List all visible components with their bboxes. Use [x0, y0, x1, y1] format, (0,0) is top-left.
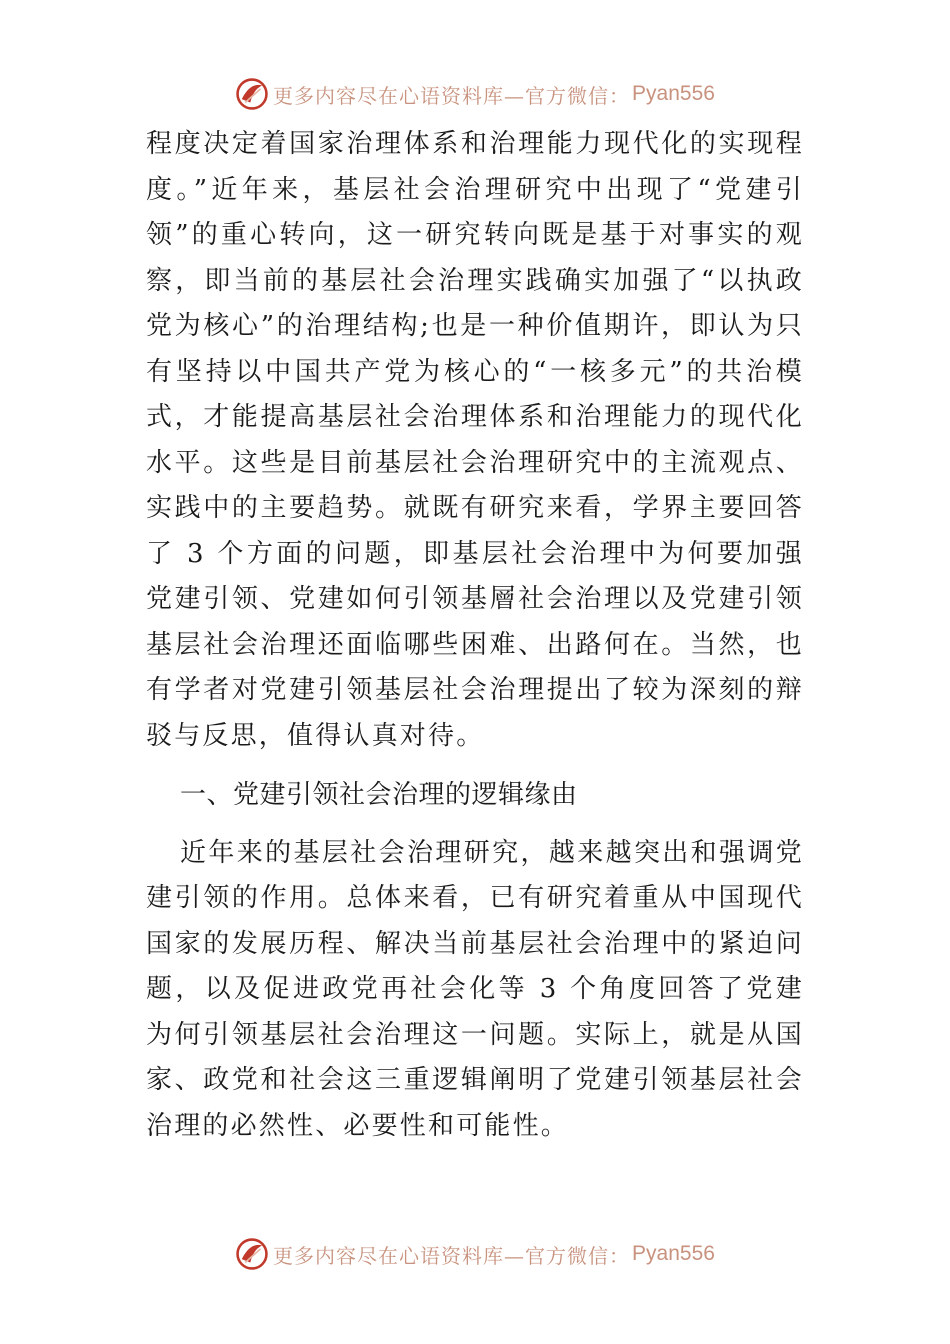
body-paragraph-1: 程度决定着国家治理体系和治理能力现代化的实现程度。”近年来，基层社会治理研究中出现了“党建引领”的重心转向，这一研究转向既是基于对事实的观察，即当前的基层社会治理实践确实加强了“以执政党为核心”的治理结构;也是一种价值期许，即认为只有坚持以中国共产党为核心的“一核多元”的共治模式，才能提高基层社会治理体系和治理能力的现代化水平。这些是目前基层社会治理研究中的主流观点、实践中的主要趋势。就既有研究来看，学界主要回答了 3 个方面的问题，即基层社会治理中为何要加强党建引领、党建如何引领基層社会治理以及党建引领基层社会治理还面临哪些困难、出路何在。当然，也有学者对党建引领基层社会治理提出了较为深刻的辩驳与反思，值得认真对待。	[146, 129, 804, 751]
section-heading: 一、党建引领社会治理的逻辑缘由	[180, 780, 578, 810]
footer-slogan: 更多内容尽在心语资料库—官方微信：	[273, 1243, 631, 1268]
body-paragraph-2: 近年来的基层社会治理研究，越来越突出和强调党建引领的作用。总体来看，已有研究着重从中国现代国家的发展历程、解决当前基层社会治理中的紧迫问题，以及促进政党再社会化等 3 个角度回答了党建为何引领基层社会治理这一问题。实际上，就是从国家、政党和社会这三重逻辑阐明了党建引领基层社会治理的必然性、必要性和可能性。	[146, 837, 804, 1141]
footer-wechat-id: Pyan556	[632, 1242, 715, 1265]
brand-logo-icon	[235, 77, 269, 111]
brand-logo-icon	[235, 1237, 269, 1271]
header-watermark	[0, 70, 950, 118]
header-slogan: 更多内容尽在心语资料库—官方微信：	[273, 83, 631, 108]
header-wechat-id: Pyan556	[632, 82, 715, 105]
document-body	[146, 122, 804, 1149]
footer-watermark	[0, 1230, 950, 1278]
